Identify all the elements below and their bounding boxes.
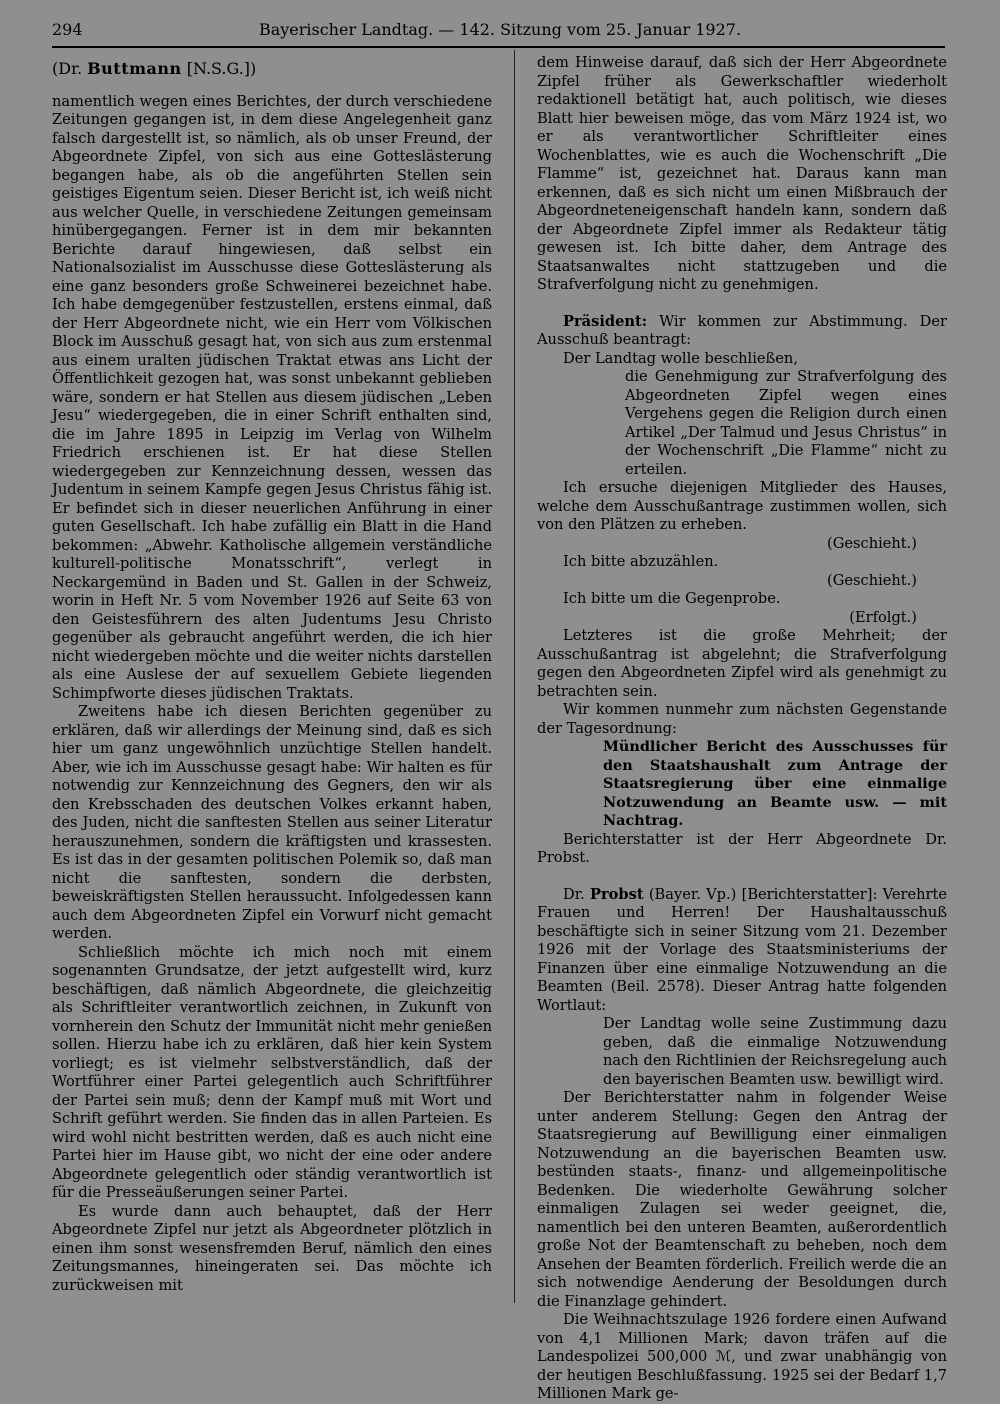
speaker-name: Buttmann bbox=[87, 59, 182, 78]
paragraph: Wir kommen nunmehr zum nächsten Gegenstande der Tagesordnung: bbox=[537, 701, 947, 737]
paragraph: Berichterstatter ist der Herr Abgeordnete Dr. Probst. bbox=[537, 830, 947, 866]
speaker-party: (Bayer. Vp.) [Berichterstatter]: bbox=[643, 885, 878, 903]
speaker-line bbox=[52, 60, 492, 79]
president-text: Wir kommen zur Abstimmung. Der Ausschuß beantragt: bbox=[537, 312, 947, 348]
running-title: Bayerischer Landtag. — 142. Sitzung vom 25. Januar 1927. bbox=[258, 20, 742, 39]
stage-note: (Erfolgt.) bbox=[849, 608, 917, 626]
paragraph: Zweitens habe ich diesen Berichten gegenüber zu erklären, daß wir allerdings der Meinung sind, daß es sich hier um ganz ungewöhnlich unzüchtige Stellen handelt. Aber, wie ich im Ausschusse gesagt habe: Wir halten es für notwendig zur Kennzeichnung des Gegners, den wir als den Krebsschaden des deutschen Volkes erkannt haben, des Juden, nicht die sanftesten Stellen aus seiner Literatur herauszunehmen, sondern die kräftigsten und krassesten. Es ist das in der gesamten politischen Polemik so, daß man nicht die sanftesten, sondern die derbsten, beweiskräftigsten Stellen heraussucht. Infolgedessen kann auch dem Abgeordneten Zipfel ein Vorwurf nicht gemacht werden. bbox=[52, 703, 492, 942]
left-column bbox=[52, 54, 492, 1303]
right-column bbox=[537, 54, 947, 1402]
paragraph: namentlich wegen eines Berichtes, der durch verschiedene Zeitungen gegangen ist, in dem diese Angelegenheit ganz falsch dargestellt ist, so nämlich, als ob unser Freund, der Abgeordnete Zipfel, von sich aus eine Gotteslästerung begangen habe, als ob die angeführten Stellen sein geistiges Eigentum seien. Dieser Bericht ist, ich weiß nicht aus welcher Quelle, in verschiedene Zeitungen gemeinsam hinübergegangen. Ferner ist in dem mir bekannten Berichte darauf hingewiesen, daß selbst ein Nationalsozialist im Ausschusse diese Gotteslästerung als eine ganz besonders große Schweinerei bezeichnet habe. Ich habe demgegenüber festzustellen, erstens einmal, daß der Herr Abgeordnete nicht, wie ein Herr vom Völkischen Block im Ausschuß gesagt hat, von sich aus zum erstenmal aus einem uralten jüdischen Traktat etwas ans Licht der Öffentlichkeit gezogen hat, was sonst unbekannt geblieben wäre, sondern er hat Stellen aus diesem jüdischen „Leben Jesu“ wiedergegeben, die in einer Schrift enthalten sind, die im Jahre 1895 in Leipzig im Verlag von Wilhelm Friedrich erschienen ist. Er hat diese Stellen wiedergegeben zur Kennzeichnung dessen, wessen das Judentum in seinem Kampfe gegen Jesus Christus fähig ist. Er befindet sich in dieser neuerlichen Anführung in einer guten Gesellschaft. Ich habe zufällig ein Blatt in die Hand bekommen: „Abwehr. Katholische allgemein verständliche kulturell-politische Monatsschrift“, verlegt in Neckargemünd in Baden und St. Gallen in der Schweiz, worin in Heft Nr. 5 vom November 1926 auf Seite 63 von den Geistesführern des alten Judentums Jesu Christo gegenüber als gebraucht angeführt werden, die ich hier nicht wiedergeben möchte und die weiter nichts darstellen als eine Auslese der auf sexuellem Gebiete liegenden Schimpfworte dieses jüdischen Traktats. bbox=[52, 92, 492, 702]
agenda-item: Mündlicher Bericht des Ausschusses für den Staatshaushalt zum Antrage der Staatsregierung über eine einmalige Notzuwendung an Beamte usw. — mit Nachtrag. bbox=[603, 738, 947, 829]
paragraph: Ich ersuche diejenigen Mitglieder des Hauses, welche dem Ausschußantrage zustimmen wollen, sich von den Plätzen zu erheben. bbox=[537, 479, 947, 533]
column-divider bbox=[514, 50, 515, 1303]
motion-intro: Der Landtag wolle beschließen, bbox=[563, 349, 798, 367]
paragraph: Die Weihnachtszulage 1926 fordere einen Aufwand von 4,1 Millionen Mark; davon träfen auf die Landespolizei 500,000 ℳ, und zwar unabhängig von der heutigen Beschlußfassung. 1925 sei der Bedarf 1,7 Millionen Mark ge- bbox=[537, 1311, 947, 1402]
speaker-party: [N.S.G.]) bbox=[181, 59, 257, 78]
motion-text: Der Landtag wolle seine Zustimmung dazu geben, daß die einmalige Notzuwendung nach den Richtlinien der Reichsregelung auch den bayerischen Beamten usw. bewilligt wird. bbox=[603, 1015, 947, 1088]
speaker-prefix: Dr. bbox=[563, 885, 590, 903]
paragraph: Der Berichterstatter nahm in folgender Weise unter anderem Stellung: Gegen den Antrag der Staatsregierung auf Bewilligung einer einmaligen Notzuwendung an die bayerischen Beamten usw. bestünden staats-, finanz- und allgemeinpolitische Bedenken. Die wiederholte Gewährung solcher einmaligen Zulagen sei weder geeignet, die, namentlich bei den unteren Beamten, außerordentlich große Not der Beamtenschaft zu beheben, noch dem Ansehen der Beamten förderlich. Freilich werde die an sich notwendige Aenderung der Besoldungen durch die Finanzlage gehindert. bbox=[537, 1089, 947, 1310]
stage-note: (Geschieht.) bbox=[827, 571, 917, 589]
page-header bbox=[52, 18, 948, 42]
speaker-prefix: (Dr. bbox=[52, 59, 88, 78]
stage-note: (Geschieht.) bbox=[827, 534, 917, 552]
motion-text: die Genehmigung zur Strafverfolgung des Abgeordneten Zipfel wegen eines Vergehens gegen die Religion durch einen Artikel „Der Talmud und Jesus Christus“ in der Wochenschrift „Die Flamme“ nicht zu erteilen. bbox=[625, 368, 947, 478]
paragraph: Es wurde dann auch behauptet, daß der Herr Abgeordnete Zipfel nur jetzt als Abgeordneter plötzlich in einen ihm sonst wesensfremden Beruf, nämlich den eines Zeitungsmannes, hineingeraten sei. Das möchte ich zurückweisen mit bbox=[52, 1202, 492, 1294]
paragraph: Ich bitte abzuzählen. bbox=[563, 553, 719, 570]
page-number: 294 bbox=[52, 20, 83, 39]
paragraph: Ich bitte um die Gegenprobe. bbox=[563, 590, 781, 607]
president-paragraph bbox=[537, 313, 947, 350]
paragraph: Schließlich möchte ich mich noch mit einem sogenannten Grundsatze, der jetzt aufgestellt wird, kurz beschäftigen, daß nämlich Abgeordnete, die gleichzeitig als Schriftleiter verantwortlich zeichnen, in Zukunft von vornherein den Schutz der Immunität nicht mehr genießen sollen. Hierzu habe ich zu erklären, daß hier kein System vorliegt; es ist vielmehr selbstverständlich, daß der Wortführer einer Partei gelegentlich auch Schriftführer der Partei sein muß; denn der Kampf muß mit Wort und Schrift geführt werden. Sie finden das in allen Parteien. Es wird wohl nicht bestritten werden, daß es auch nicht eine Partei hier im Hause gibt, wo nicht der eine oder andere Abgeordnete gelegentlich oder ständig verantwortlich ist für die Presseäußerungen seiner Partei. bbox=[52, 943, 492, 1201]
header-rule bbox=[52, 46, 945, 48]
probst-paragraph bbox=[537, 886, 947, 1016]
president-label: Präsident: bbox=[563, 312, 648, 330]
paragraph: dem Hinweise darauf, daß sich der Herr Abgeordnete Zipfel früher als Gewerkschaftler wiederholt redaktionell betätigt hat, auch politisch, wie dieses Blatt hier beweisen möge, das vom März 1924 ist, wo er als verantwortlicher Schriftleiter eines Wochenblattes, wie es auch die Wochenschrift „Die Flamme“ ist, gezeichnet hat. Daraus kann man erkennen, daß es sich nicht um einen Mißbrauch der Abgeordneteneigenschaft handeln kann, sondern daß der Abgeordnete Zipfel immer als Redakteur tätig gewesen ist. Ich bitte daher, dem Antrage des Staatsanwaltes nicht stattzugeben und die Strafverfolgung nicht zu genehmigen. bbox=[537, 54, 947, 293]
speaker-name: Probst bbox=[590, 885, 644, 903]
paragraph: Letzteres ist die große Mehrheit; der Ausschußantrag ist abgelehnt; die Strafverfolgung gegen den Abgeordneten Zipfel wird als genehmigt zu betrachten sein. bbox=[537, 627, 947, 700]
speech-text: Verehrte Frauen und Herren! Der Haushaltausschuß beschäftigte sich in seiner Sitzung vom 21. Dezember 1926 mit der Vorlage des Staatsministeriums der Finanzen über eine einmalige Notzuwendung an die Beamten (Beil. 2578). Dieser Antrag hatte folgenden Wortlaut: bbox=[537, 885, 947, 1014]
